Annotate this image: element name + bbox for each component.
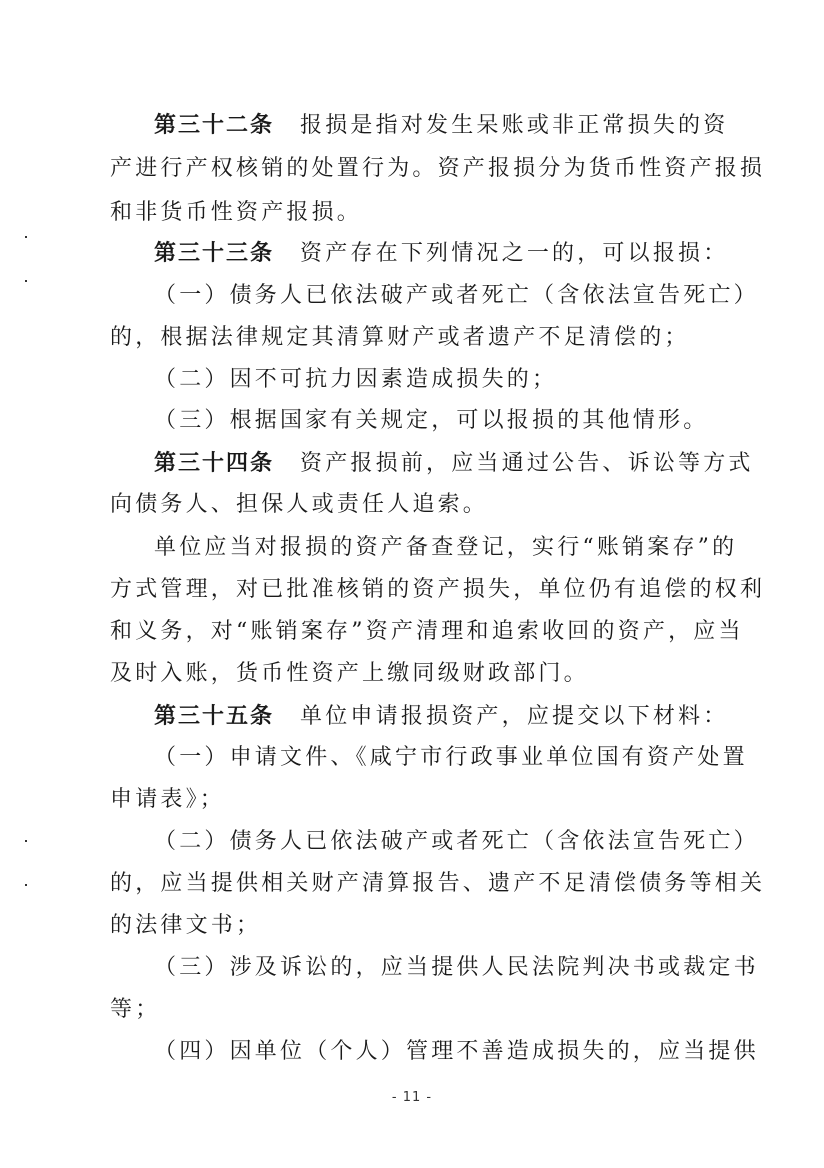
list-item-line: 的，应当提供相关财产清算报告、遗产不足清偿债务等相关 bbox=[110, 871, 766, 896]
scan-mark bbox=[25, 884, 27, 886]
paragraph-line bbox=[154, 448, 754, 479]
paragraph-line bbox=[154, 701, 729, 732]
list-item-line: （二）债务人已依法破产或者死亡（含依法宣告死亡） bbox=[154, 829, 759, 854]
article-text: 单位申请报损资产，应提交以下材料： bbox=[300, 704, 729, 729]
scan-mark bbox=[25, 236, 27, 238]
scan-mark bbox=[25, 280, 27, 282]
scan-mark bbox=[25, 840, 27, 842]
paragraph-line: 方式管理，对已批准核销的资产损失，单位仍有追偿的权利 bbox=[110, 577, 766, 602]
paragraph-line: 向债务人、担保人或责任人追索。 bbox=[110, 492, 489, 517]
list-item-line: 的，根据法律规定其清算财产或者遗产不足清偿的； bbox=[110, 325, 690, 350]
paragraph-line: 产进行产权核销的处置行为。资产报损分为货币性资产报损 bbox=[110, 156, 766, 181]
list-item-line: （三）根据国家有关规定，可以报损的其他情形。 bbox=[154, 408, 709, 433]
list-item-line: （三）涉及诉讼的，应当提供人民法院判决书或裁定书 bbox=[154, 955, 759, 980]
paragraph-line bbox=[154, 110, 729, 141]
article-number: 第三十二条 bbox=[154, 112, 275, 138]
page-number: - 11 - bbox=[391, 1090, 433, 1105]
article-number: 第三十三条 bbox=[154, 240, 275, 266]
article-number: 第三十五条 bbox=[154, 703, 275, 729]
paragraph-line: 和义务，对“账销案存”资产清理和追索收回的资产，应当 bbox=[110, 619, 744, 644]
list-item-line: 的法律文书； bbox=[110, 913, 262, 938]
list-item-line: （一）债务人已依法破产或者死亡（含依法宣告死亡） bbox=[154, 283, 759, 308]
paragraph-line: 和非货币性资产报损。 bbox=[110, 200, 363, 225]
article-text: 资产报损前，应当通过公告、诉讼等方式 bbox=[300, 451, 754, 476]
list-item-line: 等； bbox=[110, 997, 161, 1022]
list-item-line: 申请表》； bbox=[110, 787, 226, 812]
paragraph-line: 单位应当对报损的资产备查登记，实行“账销案存”的 bbox=[154, 535, 738, 560]
list-item-line: （一）申请文件、《咸宁市行政事业单位国有资产处置 bbox=[154, 745, 748, 770]
paragraph-line: 及时入账，货币性资产上缴同级财政部门。 bbox=[110, 661, 589, 686]
list-item-line: （四）因单位（个人）管理不善造成损失的，应当提供 bbox=[154, 1039, 759, 1064]
article-text: 报损是指对发生呆账或非正常损失的资 bbox=[300, 113, 729, 138]
paragraph-line bbox=[154, 238, 729, 269]
list-item-line: （二）因不可抗力因素造成损失的； bbox=[154, 367, 558, 392]
article-number: 第三十四条 bbox=[154, 450, 275, 476]
article-text: 资产存在下列情况之一的，可以报损： bbox=[300, 241, 729, 266]
